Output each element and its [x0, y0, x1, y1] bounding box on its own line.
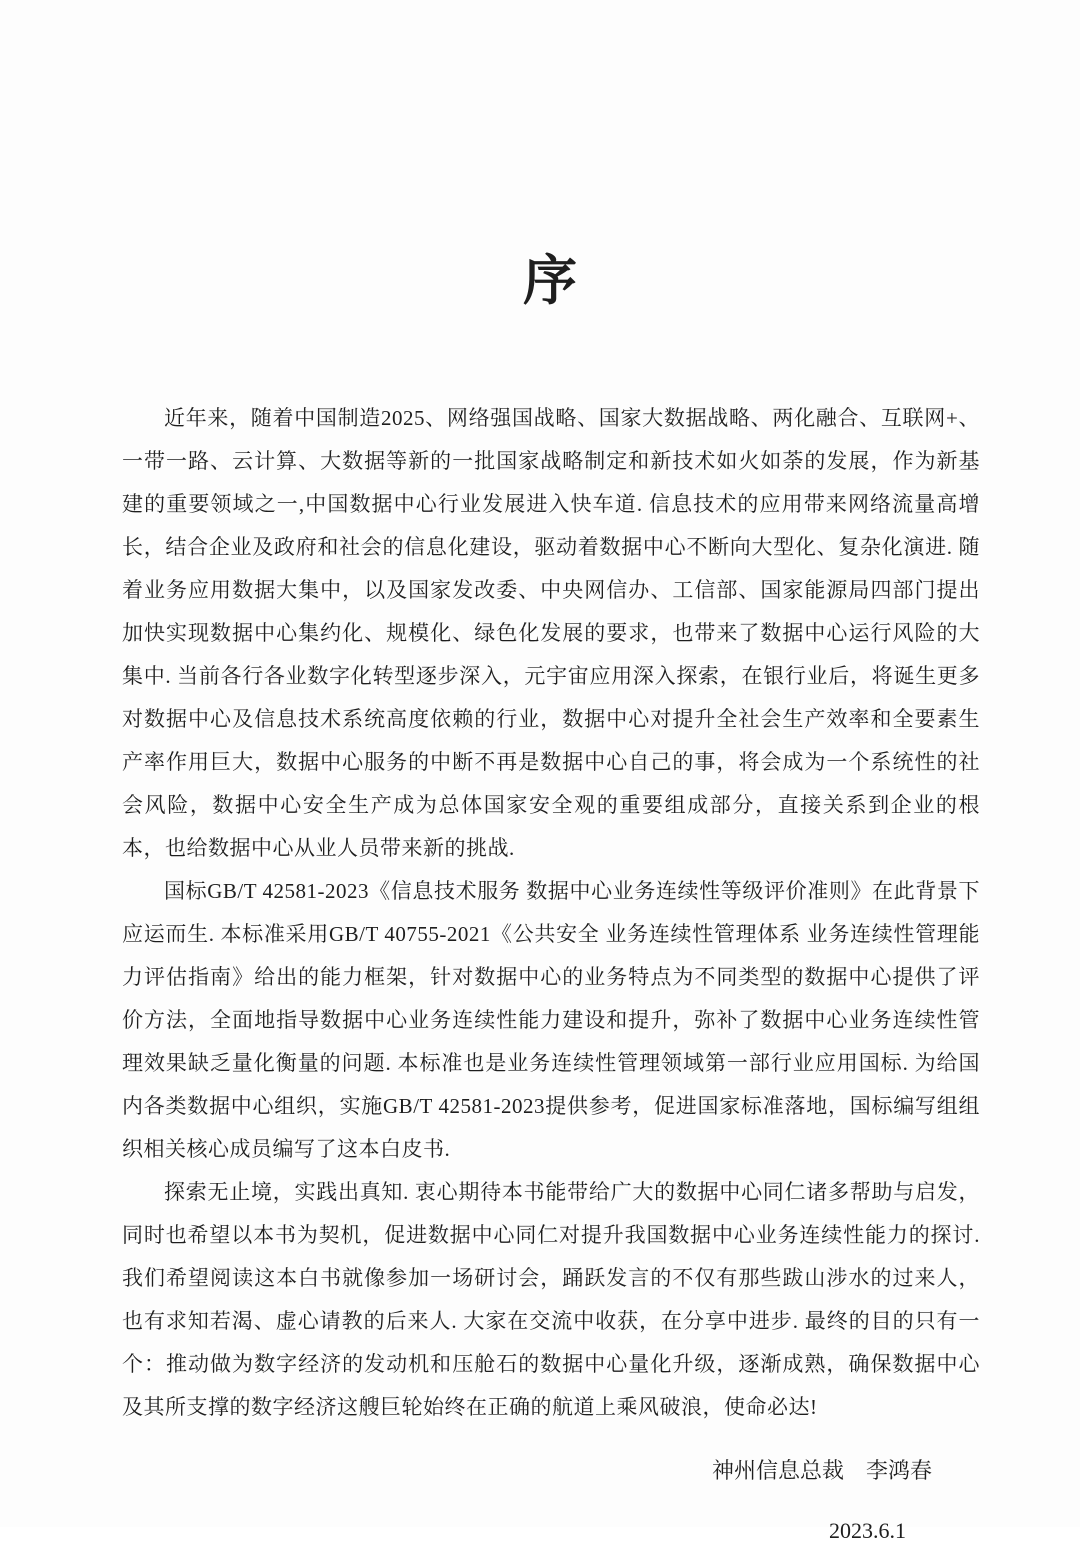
preface-paragraph-2: 国标GB/T 42581-2023《信息技术服务 数据中心业务连续性等级评价准则》在此背景下应运而生. 本标准采用GB/T 40755-2021《公共安全 业务连续性管理体系 业务连续性管理能力评估指南》给出的能力框架，针对数据中心的业务特点为不同类型的数据中心提供了评价方法，全面地指导数据中心业务连续性能力建设和提升，弥补了数据中心业务连续性管理效果缺乏量化衡量的问题. 本标准也是业务连续性管理领域第一部行业应用国标. 为给国内各类数据中心组织，实施GB/T 42581-2023提供参考，促进国家标准落地，国标编写组组织相关核心成员编写了这本白皮书.: [122, 879, 980, 1162]
page-title: 序: [523, 251, 579, 311]
preface-paragraph-3: 探索无止境，实践出真知. 衷心期待本书能带给广大的数据中心同仁诸多帮助与启发，同时也希望以本书为契机，促进数据中心同仁对提升我国数据中心业务连续性能力的探讨. 我们希望阅读这本白书就像参加一场研讨会，踊跃发言的不仅有那些跋山涉水的过来人，也有求知若渴、虚心请教的后来人. 大家在交流中收获，在分享中进步. 最终的目的只有一个：推动做为数字经济的发动机和压舱石的数据中心量化升级，逐渐成熟，确保数据中心及其所支撑的数字经济这艘巨轮始终在正确的航道上乘风破浪，使命必达!: [122, 1180, 980, 1420]
date: 2023.6.1: [829, 1518, 906, 1544]
preface-paragraph-1: 近年来，随着中国制造2025、网络强国战略、国家大数据战略、两化融合、互联网+、一带一路、云计算、大数据等新的一批国家战略制定和新技术如火如荼的发展，作为新基建的重要领域之一,中国数据中心行业发展进入快车道. 信息技术的应用带来网络流量高增长，结合企业及政府和社会的信息化建设，驱动着数据中心不断向大型化、复杂化演进. 随着业务应用数据大集中，以及国家发改委、中央网信办、工信部、国家能源局四部门提出加快实现数据中心集约化、规模化、绿色化发展的要求，也带来了数据中心运行风险的大集中. 当前各行各业数字化转型逐步深入，元宇宙应用深入探索，在银行业后，将诞生更多对数据中心及信息技术系统高度依赖的行业，数据中心对提升全社会生产效率和全要素生产率作用巨大，数据中心服务的中断不再是数据中心自己的事，将会成为一个系统性的社会风险，数据中心安全生产成为总体国家安全观的重要组成部分，直接关系到企业的根本，也给数据中心从业人员带来新的挑战.: [122, 406, 980, 861]
signature: 神州信息总裁 李鸿春: [711, 1458, 932, 1484]
